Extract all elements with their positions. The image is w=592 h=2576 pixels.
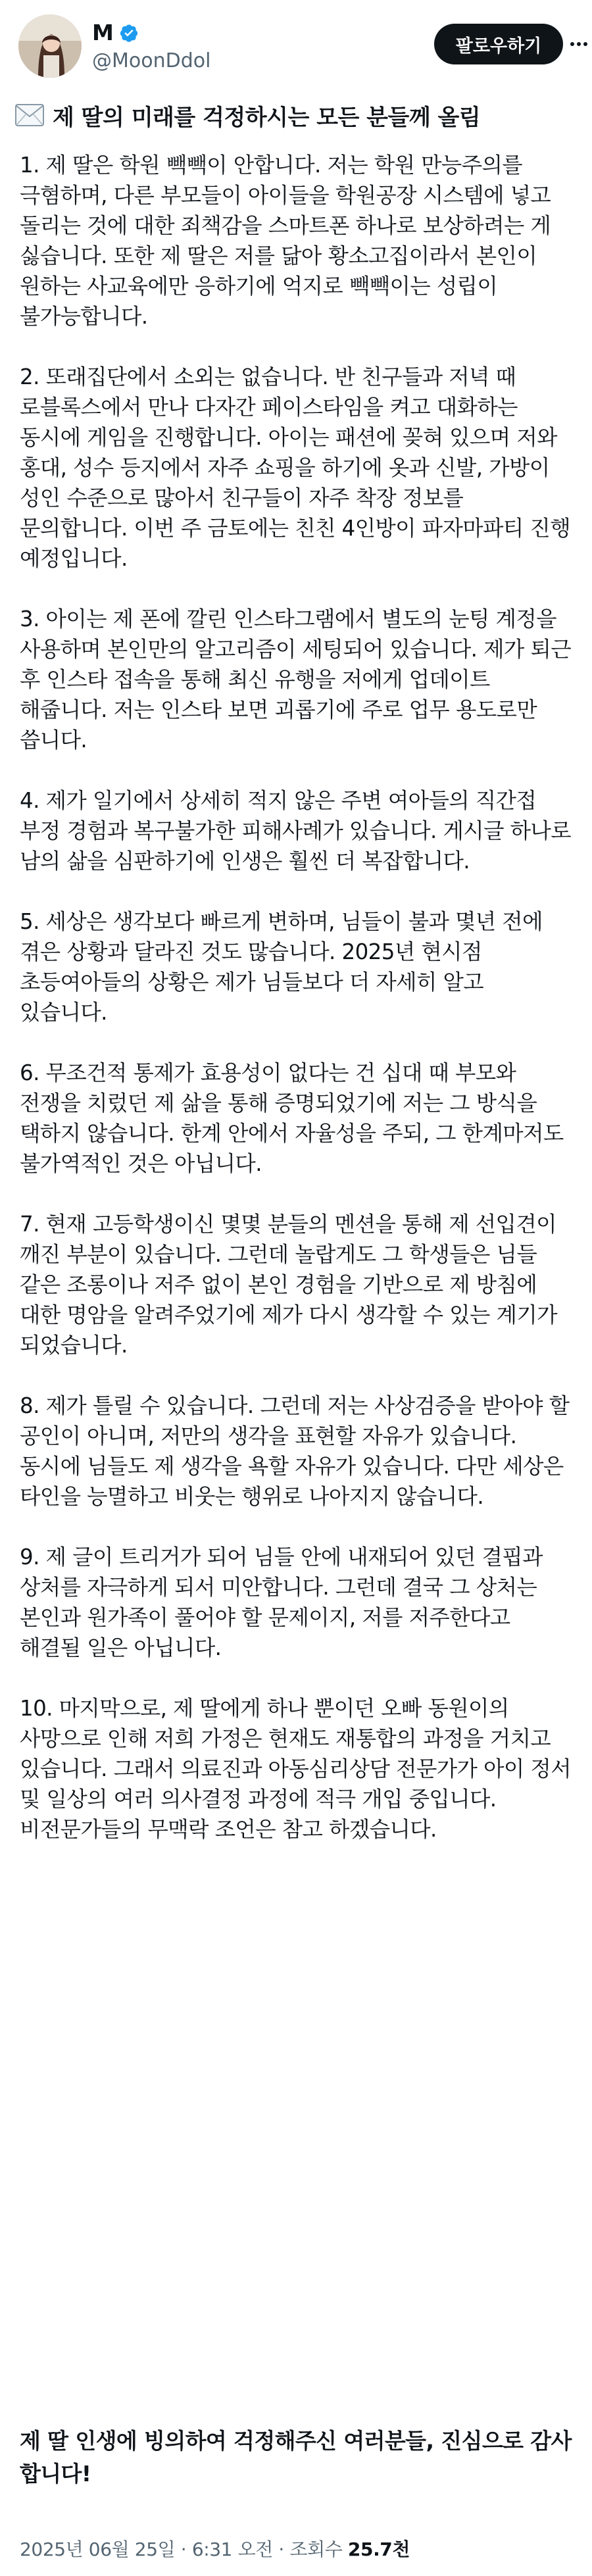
paragraph-2: 2. 또래집단에서 소외는 없습니다. 반 친구들과 저녁 때 로블록스에서 만나 다자간 페이스타임을 켜고 대화하는 동시에 게임을 진행합니다. 아이는 패션에 꽂혀 있으며 저와 홍대, 성수 등지에서 자주 쇼핑을 하기에 옷과 신발, 가방이 성인 수준으로 많아서 친구들이 자주 착장 정보를 문의합니다. 이번 주 금토에는 친친 4인방이 파자마파티 진행 예정입니다. <box>20 364 571 571</box>
post-title-text: 제 딸의 미래를 걱정하시는 모든 분들께 올림 <box>53 104 481 131</box>
avatar[interactable] <box>18 14 82 78</box>
dot <box>570 42 574 46</box>
verified-badge-icon <box>119 23 139 43</box>
user-handle[interactable]: @MoonDdol <box>92 49 211 72</box>
post-date[interactable]: 2025년 06월 25일 <box>20 2539 176 2560</box>
separator: · <box>180 2539 187 2560</box>
paragraph-7: 7. 현재 고등학생이신 몇몇 분들의 멘션을 통해 제 선입견이 깨진 부분이 있습니다. 그런데 놀랍게도 그 학생들은 님들 같은 조롱이나 저주 없이 본인 경험을 기반으로 제 방침에 대한 명암을 알려주었기에 제가 다시 생각할 수 있는 계기가 되었습니다. <box>20 1212 557 1358</box>
paragraph-6: 6. 무조건적 통제가 효용성이 없다는 건 십대 때 부모와 전쟁을 치렀던 제 삶을 통해 증명되었기에 저는 그 방식을 택하지 않습니다. 한계 안에서 자율성을 주되, 그 한계마저도 불가역적인 것은 아닙니다. <box>20 1060 564 1176</box>
views-label: 조회수 <box>289 2539 343 2560</box>
views-count: 25.7천 <box>347 2539 410 2560</box>
more-dots-icon[interactable] <box>567 26 591 62</box>
post-closing: 제 딸 인생에 빙의하여 걱정해주신 여러분들, 진심으로 감사합니다! <box>20 2428 572 2487</box>
name-line <box>92 20 139 46</box>
paragraph-3: 3. 아이는 제 폰에 깔린 인스타그램에서 별도의 눈팅 계정을 사용하며 본인만의 알고리즘이 세팅되어 있습니다. 제가 퇴근 후 인스타 접속을 통해 최신 유행을 저에게 업데이트 해줍니다. 저는 인스타 보면 괴롭기에 주로 업무 용도로만 씁니다. <box>20 607 571 753</box>
dot <box>577 42 581 46</box>
paragraph-4: 4. 제가 일기에서 상세히 적지 않은 주변 여아들의 직간접 부정 경험과 복구불가한 피해사례가 있습니다. 게시글 하나로 남의 삶을 심판하기에 인생은 훨씬 더 복잡합니다. <box>20 788 571 874</box>
paragraph-10: 10. 마지막으로, 제 딸에게 하나 뿐이던 오빠 동원이의 사망으로 인해 저희 가정은 현재도 재통합의 과정을 거치고 있습니다. 그래서 의료진과 아동심리상담 전문가가 아이 정서 및 일상의 여러 의사결정 과정에 적극 개입 중입니다. 비전문가들의 무맥락 조언은 참고 하겠습니다. <box>20 1696 571 1842</box>
post-body <box>20 150 576 1875</box>
display-name[interactable]: M <box>92 20 114 45</box>
separator: · <box>278 2539 284 2560</box>
paragraph-9: 9. 제 글이 트리거가 되어 님들 안에 내재되어 있던 결핍과 상처를 자극하게 되서 미안합니다. 그런데 결국 그 상처는 본인과 원가족이 풀어야 할 문제이지, 저를 저주한다고 해결될 일은 아닙니다. <box>20 1545 543 1660</box>
paragraph-5: 5. 세상은 생각보다 빠르게 변하며, 님들이 불과 몇년 전에 겪은 상황과 달라진 것도 많습니다. 2025년 현시점 초등여아들의 상황은 제가 님들보다 더 자세히 알고 있습니다. <box>20 909 543 1025</box>
paragraph-8: 8. 제가 틀릴 수 있습니다. 그런데 저는 사상검증을 받아야 할 공인이 아니며, 저만의 생각을 표현할 자유가 있습니다. 동시에 님들도 제 생각을 욕할 자유가 있습니다. 다만 세상은 타인을 능멸하고 비웃는 행위로 나아지지 않습니다. <box>20 1393 570 1509</box>
envelope-icon <box>14 102 45 128</box>
paragraph-1: 1. 제 딸은 학원 빽빽이 안합니다. 저는 학원 만능주의를 극혐하며, 다른 부모들이 아이들을 학원공장 시스템에 넣고 돌리는 것에 대한 죄책감을 스마트폰 하나로 보상하려는 게 싫습니다. 또한 제 딸은 저를 닮아 황소고집이라서 본인이 원하는 사교육에만 응하기에 억지로 빽빽이는 성립이 불가능합니다. <box>20 153 551 329</box>
avatar-image <box>18 14 82 78</box>
follow-button[interactable]: 팔로우하기 <box>434 24 563 64</box>
dot <box>583 42 587 46</box>
post-meta <box>20 2537 576 2563</box>
post-time[interactable]: 6:31 오전 <box>191 2539 273 2560</box>
post-header <box>0 0 592 92</box>
post-title <box>14 92 580 138</box>
